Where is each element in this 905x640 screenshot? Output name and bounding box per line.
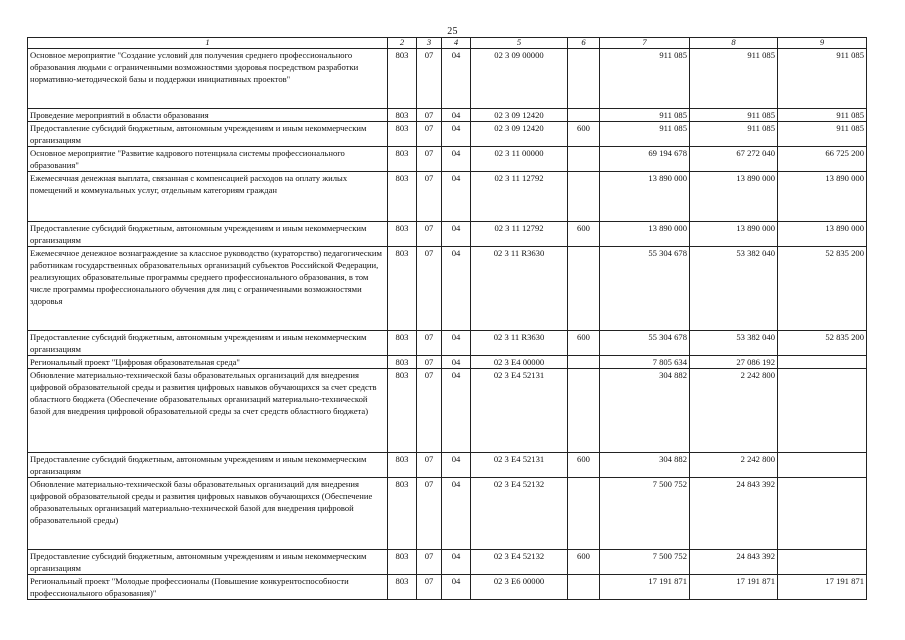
- section-code: 07: [417, 147, 442, 172]
- amount-year-3: 13 890 000: [778, 222, 867, 247]
- admin-code: 803: [388, 247, 417, 331]
- row-name: Ежемесячная денежная выплата, связанная с компенсацией расходов на оплату жилых помещений и коммунальных услуг, отдельным категориям граждан: [28, 172, 388, 222]
- column-header: 8: [690, 38, 778, 49]
- target-code: 02 3 11 12792: [471, 172, 568, 222]
- subsection-code: 04: [442, 575, 471, 600]
- expense-type-code: [568, 478, 600, 550]
- amount-year-3: 911 085: [778, 109, 867, 122]
- amount-year-3: 911 085: [778, 49, 867, 109]
- amount-year-1: 304 882: [600, 453, 690, 478]
- section-code: 07: [417, 109, 442, 122]
- amount-year-3: 17 191 871: [778, 575, 867, 600]
- section-code: 07: [417, 369, 442, 453]
- section-code: 07: [417, 356, 442, 369]
- column-header: 1: [28, 38, 388, 49]
- subsection-code: 04: [442, 369, 471, 453]
- admin-code: 803: [388, 147, 417, 172]
- amount-year-1: 55 304 678: [600, 331, 690, 356]
- admin-code: 803: [388, 369, 417, 453]
- admin-code: 803: [388, 550, 417, 575]
- target-code: 02 3 09 12420: [471, 122, 568, 147]
- subsection-code: 04: [442, 453, 471, 478]
- admin-code: 803: [388, 49, 417, 109]
- section-code: 07: [417, 575, 442, 600]
- column-header: 7: [600, 38, 690, 49]
- amount-year-2: 53 382 040: [690, 247, 778, 331]
- admin-code: 803: [388, 478, 417, 550]
- target-code: 02 3 09 12420: [471, 109, 568, 122]
- row-name: Предоставление субсидий бюджетным, автономным учреждениям и иным некоммерческим организациям: [28, 122, 388, 147]
- amount-year-3: [778, 356, 867, 369]
- amount-year-1: 17 191 871: [600, 575, 690, 600]
- column-header: 3: [417, 38, 442, 49]
- expense-type-code: [568, 356, 600, 369]
- row-name: Основное мероприятие "Создание условий для получения среднего профессионального образования людьми с ограниченными возможностями здоровья посредством разработки нормативно-методической базы и поддержки инициативных проектов": [28, 49, 388, 109]
- subsection-code: 04: [442, 122, 471, 147]
- amount-year-3: 13 890 000: [778, 172, 867, 222]
- admin-code: 803: [388, 172, 417, 222]
- section-code: 07: [417, 331, 442, 356]
- row-name: Обновление материально-технической базы образовательных организаций для внедрения цифровой образовательной среды и развития цифровых навыков обучающихся (Обеспечение образовательных организаций материально-технической базой для внедрения цифровой образовательной среды): [28, 478, 388, 550]
- subsection-code: 04: [442, 331, 471, 356]
- target-code: 02 3 E4 52131: [471, 369, 568, 453]
- amount-year-2: 67 272 040: [690, 147, 778, 172]
- row-name: Обновление материально-технической базы образовательных организаций для внедрения цифровой образовательной среды и развития цифровых навыков обучающихся за счет средств областного бюджета (Обеспечение образовательных организаций материально-технической базой для внедрения цифровой образовательной среды за счет средств областного бюджета): [28, 369, 388, 453]
- table-row: [28, 453, 867, 478]
- expense-type-code: [568, 109, 600, 122]
- target-code: 02 3 E4 52132: [471, 478, 568, 550]
- expense-type-code: 600: [568, 222, 600, 247]
- section-code: 07: [417, 478, 442, 550]
- admin-code: 803: [388, 109, 417, 122]
- amount-year-3: 66 725 200: [778, 147, 867, 172]
- row-name: Предоставление субсидий бюджетным, автономным учреждениям и иным некоммерческим организациям: [28, 222, 388, 247]
- section-code: 07: [417, 247, 442, 331]
- column-header: 9: [778, 38, 867, 49]
- subsection-code: 04: [442, 109, 471, 122]
- amount-year-2: 13 890 000: [690, 222, 778, 247]
- column-header: 2: [388, 38, 417, 49]
- amount-year-1: 7 500 752: [600, 478, 690, 550]
- target-code: 02 3 11 R3630: [471, 247, 568, 331]
- admin-code: 803: [388, 331, 417, 356]
- subsection-code: 04: [442, 550, 471, 575]
- amount-year-3: [778, 550, 867, 575]
- expense-type-code: [568, 369, 600, 453]
- expense-type-code: [568, 575, 600, 600]
- admin-code: 803: [388, 453, 417, 478]
- amount-year-2: 53 382 040: [690, 331, 778, 356]
- amount-year-2: 911 085: [690, 122, 778, 147]
- section-code: 07: [417, 172, 442, 222]
- table-row: [28, 49, 867, 109]
- amount-year-2: 17 191 871: [690, 575, 778, 600]
- subsection-code: 04: [442, 478, 471, 550]
- section-code: 07: [417, 49, 442, 109]
- target-code: 02 3 E4 52132: [471, 550, 568, 575]
- row-name: Предоставление субсидий бюджетным, автономным учреждениям и иным некоммерческим организациям: [28, 331, 388, 356]
- expense-type-code: 600: [568, 550, 600, 575]
- section-code: 07: [417, 550, 442, 575]
- amount-year-1: 911 085: [600, 109, 690, 122]
- table-row: [28, 147, 867, 172]
- subsection-code: 04: [442, 147, 471, 172]
- target-code: 02 3 11 R3630: [471, 331, 568, 356]
- column-header: 5: [471, 38, 568, 49]
- expense-type-code: [568, 147, 600, 172]
- target-code: 02 3 E4 00000: [471, 356, 568, 369]
- amount-year-2: 24 843 392: [690, 478, 778, 550]
- row-name: Предоставление субсидий бюджетным, автономным учреждениям и иным некоммерческим организациям: [28, 453, 388, 478]
- expense-type-code: [568, 247, 600, 331]
- section-code: 07: [417, 122, 442, 147]
- amount-year-2: 27 086 192: [690, 356, 778, 369]
- section-code: 07: [417, 453, 442, 478]
- target-code: 02 3 E4 52131: [471, 453, 568, 478]
- row-name: Проведение мероприятий в области образования: [28, 109, 388, 122]
- subsection-code: 04: [442, 49, 471, 109]
- row-name: Ежемесячное денежное вознаграждение за классное руководство (кураторство) педагогическим работникам государственных образовательных организаций субъектов Российской Федерации, реализующих образовательные программы среднего профессионального образования, в том числе программы профессионального обучения для лиц с ограниченными возможностями здоровья: [28, 247, 388, 331]
- table-row: [28, 550, 867, 575]
- row-name: Региональный проект "Молодые профессионалы (Повышение конкурентоспособности профессионального образования)": [28, 575, 388, 600]
- amount-year-1: 911 085: [600, 49, 690, 109]
- section-code: 07: [417, 222, 442, 247]
- amount-year-1: 911 085: [600, 122, 690, 147]
- admin-code: 803: [388, 222, 417, 247]
- amount-year-3: [778, 453, 867, 478]
- expense-type-code: [568, 49, 600, 109]
- table-row: [28, 575, 867, 600]
- row-name: Региональный проект "Цифровая образовательная среда": [28, 356, 388, 369]
- table-row: [28, 369, 867, 453]
- subsection-code: 04: [442, 222, 471, 247]
- table-row: [28, 172, 867, 222]
- budget-table: [27, 37, 867, 600]
- subsection-code: 04: [442, 356, 471, 369]
- target-code: 02 3 09 00000: [471, 49, 568, 109]
- amount-year-3: [778, 369, 867, 453]
- page-number: 25: [447, 26, 458, 37]
- amount-year-3: 52 835 200: [778, 247, 867, 331]
- table-row: [28, 122, 867, 147]
- admin-code: 803: [388, 575, 417, 600]
- subsection-code: 04: [442, 172, 471, 222]
- amount-year-2: 911 085: [690, 49, 778, 109]
- amount-year-3: 911 085: [778, 122, 867, 147]
- table-row: [28, 109, 867, 122]
- amount-year-1: 55 304 678: [600, 247, 690, 331]
- expense-type-code: 600: [568, 453, 600, 478]
- amount-year-1: 13 890 000: [600, 222, 690, 247]
- table-row: [28, 247, 867, 331]
- amount-year-1: 13 890 000: [600, 172, 690, 222]
- table-row: [28, 356, 867, 369]
- amount-year-2: 13 890 000: [690, 172, 778, 222]
- column-header: 4: [442, 38, 471, 49]
- amount-year-1: 7 805 634: [600, 356, 690, 369]
- amount-year-2: 24 843 392: [690, 550, 778, 575]
- table-row: [28, 331, 867, 356]
- amount-year-1: 304 882: [600, 369, 690, 453]
- target-code: 02 3 11 00000: [471, 147, 568, 172]
- admin-code: 803: [388, 122, 417, 147]
- target-code: 02 3 E6 00000: [471, 575, 568, 600]
- table-row: [28, 478, 867, 550]
- amount-year-2: 2 242 800: [690, 453, 778, 478]
- expense-type-code: 600: [568, 331, 600, 356]
- row-name: Основное мероприятие "Развитие кадрового потенциала системы профессионального образования": [28, 147, 388, 172]
- amount-year-2: 2 242 800: [690, 369, 778, 453]
- expense-type-code: 600: [568, 122, 600, 147]
- amount-year-2: 911 085: [690, 109, 778, 122]
- admin-code: 803: [388, 356, 417, 369]
- amount-year-1: 69 194 678: [600, 147, 690, 172]
- amount-year-3: [778, 478, 867, 550]
- column-header: 6: [568, 38, 600, 49]
- target-code: 02 3 11 12792: [471, 222, 568, 247]
- subsection-code: 04: [442, 247, 471, 331]
- expense-type-code: [568, 172, 600, 222]
- amount-year-1: 7 500 752: [600, 550, 690, 575]
- amount-year-3: 52 835 200: [778, 331, 867, 356]
- table-row: [28, 222, 867, 247]
- column-number-row: [28, 38, 867, 49]
- row-name: Предоставление субсидий бюджетным, автономным учреждениям и иным некоммерческим организациям: [28, 550, 388, 575]
